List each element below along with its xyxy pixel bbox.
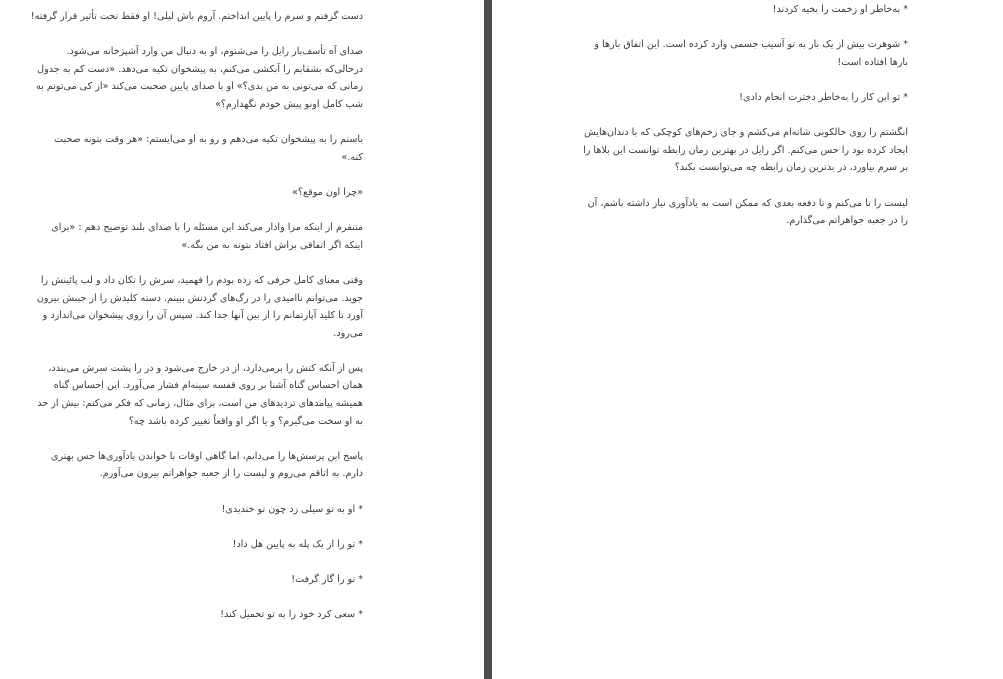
- paragraph: [70, 536, 363, 554]
- text-line: لیست را تا می‌کنم و تا دفعه بعدی که ممکن است به یادآوری نیاز داشته باشم، آن: [587, 197, 908, 209]
- text-line: اینکه اگر اتفاقی براش افتاد بتونه به من بگه.»: [181, 239, 363, 251]
- text-line: انگشتم را روی خالکوبی شانه‌ام می‌کشم و جای زخم‌های کوچکی که با دندان‌هایش: [584, 127, 908, 139]
- paragraph: [36, 272, 363, 342]
- text-line: وقتی معنای کامل حرفی که زده بودم را فهمید، سرش را تکان داد و لب پائینش را: [40, 274, 363, 286]
- text-line: بر سرم بیاورد، در بدترین زمان رابطه چه می‌توانست بکند؟: [674, 162, 908, 174]
- text-line: باسنم را به پیشخوان تکیه می‌دهم و رو به او می‌ایستم: «هر وقت بتونه صحبت: [54, 134, 363, 146]
- paragraph: [583, 124, 908, 177]
- text-line: بارها افتاده است!: [837, 56, 908, 68]
- text-line: را در جعبه جواهراتم می‌گذارم.: [786, 215, 908, 227]
- paragraph: [51, 219, 363, 254]
- paragraph: [594, 36, 908, 71]
- text-line: کنه.»: [341, 151, 363, 163]
- text-line: شب کامل اونو پیش خودم نگهدارم؟»: [214, 98, 363, 110]
- text-line: همیشه پیامدهای تردیدهای من است، برای مثال، زمانی که فکر می‌کنم: بیش از حد: [37, 398, 363, 410]
- paragraph: [70, 606, 363, 624]
- paragraph: [70, 184, 363, 202]
- text-line: آورد تا کلید آپارتمانم را از بین آنها جدا کند. سپس آن را روی پیشخوان می‌اندازد و: [42, 310, 363, 322]
- text-line: زمانی که می‌تونی به من بدی؟» او با صدای پایین صحبت می‌کند «از کی می‌تونم به: [35, 81, 363, 93]
- page-divider: [484, 0, 492, 679]
- text-line: جوید. می‌توانم ناامیدی را در رگ‌های گردنش ببینم. دسته کلیدش را از جیبش بیرون: [36, 292, 363, 304]
- right-page: [492, 0, 1003, 679]
- text-line: متنفرم از اینکه مرا وادار می‌کند این مسئله را با صدای بلند توضیح دهم : «برای: [51, 222, 363, 234]
- text-line: دست گرفتم و سرم را پایین انداختم. آروم باش لیلی! او فقط تحت تأثیر قرار گرفته!: [30, 11, 363, 22]
- text-line: پس از آنکه کتش را برمی‌دارد، از در خارج می‌شود و در را پشت سرش می‌بندد،: [48, 362, 363, 374]
- paragraph: [587, 195, 908, 230]
- right-page-text: [583, 1, 908, 247]
- left-page: [0, 0, 484, 679]
- paragraph: [608, 89, 908, 107]
- text-line: * به‌خاطر او زخمت را بخیه کردند!: [772, 4, 908, 15]
- text-line: به او سخت می‌گیرم؟ و یا اگر او واقعاً تغییر کرده باشد چه؟: [128, 415, 363, 427]
- text-line: می‌رود.: [333, 327, 363, 339]
- paragraph: [608, 1, 908, 19]
- paragraph: [35, 43, 363, 113]
- paragraph: [54, 131, 363, 166]
- text-line: صدای آه تأسف‌بار رایل را می‌شنوم، او به دنبال من وارد آشپزخانه می‌شود.: [66, 46, 363, 58]
- text-line: * تو این کار را به‌خاطر دخترت انجام دادی!: [739, 91, 908, 103]
- paragraph: [70, 571, 363, 589]
- text-line: * او به تو سیلی زد چون تو خندیدی!: [221, 503, 363, 515]
- text-line: * سعی کرد خود را به تو تحمیل کند!: [220, 609, 363, 621]
- left-page-text: [30, 8, 363, 641]
- text-line: درحالی‌که بشقابم را آبکشی می‌کنم، به پیشخوان تکیه می‌دهد. «دست کم به جدول: [37, 63, 363, 75]
- text-line: پاسخ این پرسش‌ها را می‌دانم، اما گاهی اوقات با خواندن یادآوری‌ها حس بهتری: [50, 450, 363, 462]
- text-line: * تو را از یک پله به پایین هل داد!: [232, 538, 363, 550]
- text-line: «چرا اون موقع؟»: [292, 186, 363, 198]
- text-line: * شوهرت بیش از یک بار به تو آسیب جسمی وارد کرده است. این اتفاق بارها و: [594, 39, 908, 51]
- paragraph: [37, 360, 363, 430]
- text-line: ایجاد کرده بود را حس می‌کنم. اگر رایل در بهترین زمان رابطه توانست این بلاها را: [583, 144, 908, 156]
- paragraph: [50, 448, 363, 483]
- text-line: دارم. به اتاقم می‌روم و لیست را از جعبه جواهراتم بیرون می‌آورم.: [99, 468, 363, 480]
- text-line: همان احساس گناه آشنا بر روی قفسه سینه‌ام فشار می‌آورد. این احساس گناه: [53, 380, 363, 392]
- paragraph: [70, 501, 363, 519]
- paragraph: [30, 8, 363, 26]
- text-line: * تو را گاز گرفت!: [291, 574, 363, 585]
